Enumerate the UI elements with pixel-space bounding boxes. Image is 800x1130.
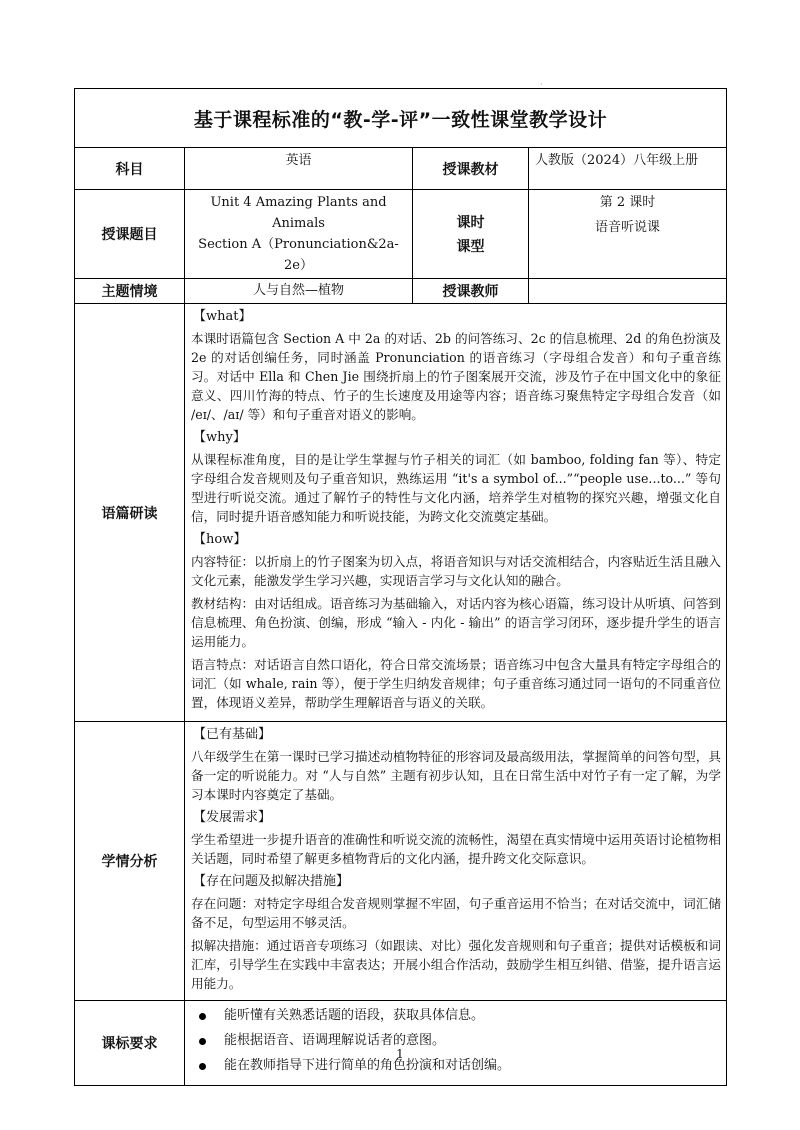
topic-line-1: Unit 4 Amazing Plants and Animals [210, 195, 387, 231]
basis-paragraph: 八年级学生在第一课时已学习描述动植物特征的形容词及最高级用法，掌握简单的问答句型，具备一定的听说能力。对 “人与自然” 主题有初步认知，且在日常生活中对竹子有一定了解，为学习本课时内容奠定了基础。 [191, 749, 721, 802]
text-study-content [185, 304, 727, 722]
bullet-icon [199, 1013, 206, 1020]
topic-line-2: Section A（Pronunciation&2a-2e） [198, 237, 399, 273]
issues-heading: 【存在问题及拟解决措施】 [193, 874, 350, 889]
needs-heading: 【发展需求】 [193, 810, 272, 825]
why-heading: 【why】 [193, 430, 246, 445]
teacher-label: 授课教师 [413, 279, 529, 304]
type-label: 课型 [456, 239, 485, 255]
page-number: 1 [396, 1047, 404, 1061]
standards-item [199, 1007, 721, 1025]
standards-item-text: 能根据语音、语调理解说话者的意图。 [224, 1033, 446, 1048]
standards-item-text: 能在教师指导下进行简单的角色扮演和对话创编。 [224, 1058, 511, 1073]
bullet-icon [199, 1038, 206, 1045]
page-mark: · [540, 80, 543, 89]
how-textbook-structure: 教材结构：由对话组成。语音练习为基础输入，对话内容为核心语篇，练习设计从听填、问答到信息梳理、角色扮演、创编，形成 “输入 - 内化 - 输出” 的语言学习闭环，逐步提升学生的语言运用能力。 [191, 596, 721, 649]
how-language-features: 语言特点：对话语言自然口语化，符合日常交流场景；语音练习中包含大量具有特定字母组合的词汇（如 whale, rain 等），便于学生归纳发音规律；句子重音练习通过同一语句的不同重音位置，体现语义差异，帮助学生理解语音与语义的关联。 [191, 657, 721, 710]
why-paragraph: 从课程标准角度，目的是让学生掌握与竹子相关的词汇（如 bamboo, folding fan 等）、特定字母组合发音规则及句子重音知识，熟练运用 “it's a symbol of...”“people use...to...” 等句型进行听说交流。通过了解竹子的特性与文化内涵，培养学生对植物的探究兴趣，增强文化自信，同时提升语音感知能力和听说技能，为跨文化交流奠定基础。 [191, 452, 721, 524]
topic-label: 授课题目 [75, 190, 185, 279]
textbook-label: 授课教材 [413, 148, 529, 190]
learner-analysis-content [185, 722, 727, 1001]
period-label: 课时 [456, 215, 485, 231]
what-heading: 【what】 [193, 309, 252, 324]
measures-paragraph: 拟解决措施：通过语音专项练习（如跟读、对比）强化发音规则和句子重音；提供对话模板和词汇库，引导学生在实践中丰富表达；开展小组合作活动，鼓励学生相互纠错、借鉴，提升语言运用能力。 [191, 938, 721, 991]
what-paragraph: 本课时语篇包含 Section A 中 2a 的对话、2b 的问答练习、2c 的信息梳理、2d 的角色扮演及 2e 的对话创编任务，同时涵盖 Pronunciation 的语音练习（字母组合发音）和句子重音练习。对话中 Ella 和 Chen Jie 围绕折扇上的竹子图案展开交流，涉及竹子在中国文化中的象征意义、四川竹海的特点、竹子的生长速度及用途等内容；语音练习聚焦特定字母组合发音（如 /eɪ/、/aɪ/ 等）和句子重音对语义的影响。 [191, 331, 721, 422]
standards-item-text: 能听懂有关熟悉话题的语段，获取具体信息。 [224, 1008, 485, 1023]
subject-value: 英语 [185, 148, 413, 190]
type-value: 语音听说课 [594, 220, 660, 235]
teacher-value [529, 279, 727, 304]
standards-list [185, 1001, 727, 1086]
period-type-values [529, 190, 727, 279]
how-heading: 【how】 [193, 532, 247, 547]
subject-label: 科目 [75, 148, 185, 190]
theme-value: 人与自然—植物 [185, 279, 413, 304]
needs-paragraph: 学生希望进一步提升语音的准确性和听说交流的流畅性，渴望在真实情境中运用英语讨论植物相关话题，同时希望了解更多植物背后的文化内涵，提升跨文化交际意识。 [191, 832, 721, 866]
lesson-design-table [74, 88, 727, 1086]
document-title: 基于课程标准的“教-学-评”一致性课堂教学设计 [75, 89, 727, 148]
theme-label: 主题情境 [75, 279, 185, 304]
how-content-features: 内容特征：以折扇上的竹子图案为切入点，将语音知识与对话交流相结合，内容贴近生活且融入文化元素，能激发学生学习兴趣，实现语言学习与文化认知的融合。 [191, 554, 721, 588]
standards-label: 课标要求 [75, 1001, 185, 1086]
textbook-value: 人教版（2024）八年级上册 [529, 148, 727, 190]
topic-value [185, 190, 413, 279]
learner-analysis-label: 学情分析 [75, 722, 185, 1001]
basis-heading: 【已有基础】 [193, 727, 272, 742]
period-value: 第 2 课时 [599, 195, 656, 210]
bullet-icon [199, 1063, 206, 1070]
issues-paragraph: 存在问题：对特定字母组合发音规则掌握不牢固，句子重音运用不恰当；在对话交流中，词汇储备不足，句型运用不够灵活。 [191, 896, 721, 930]
text-study-label: 语篇研读 [75, 304, 185, 722]
period-type-labels [413, 190, 529, 279]
